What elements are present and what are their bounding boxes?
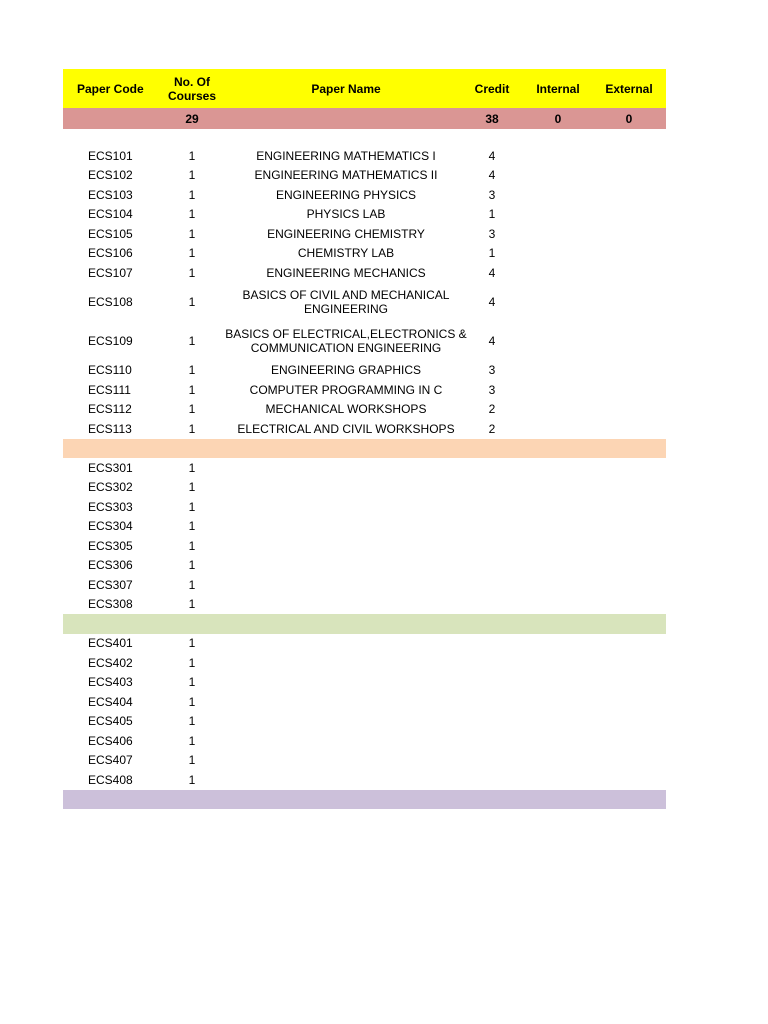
course-count-cell: 1	[188, 168, 196, 183]
paper-code-cell: ECS405	[88, 714, 133, 729]
paper-name-cell: PHYSICS LAB	[306, 207, 386, 222]
course-count-cell: 1	[188, 148, 196, 163]
credit-cell: 4	[488, 168, 496, 183]
header-external: External	[605, 81, 653, 96]
paper-name-cell: ELECTRICAL AND CIVIL WORKSHOPS	[237, 421, 455, 436]
course-count-cell: 1	[188, 597, 196, 612]
course-count-cell: 1	[188, 421, 196, 436]
course-count-cell: 1	[188, 519, 196, 534]
table-row	[63, 185, 666, 205]
table-row	[63, 653, 666, 673]
course-count-cell: 1	[188, 772, 196, 787]
course-count-cell: 1	[188, 675, 196, 690]
table-row	[63, 497, 666, 517]
paper-code-cell: ECS403	[88, 675, 133, 690]
group-semester-3	[63, 458, 666, 614]
course-count-cell: 1	[188, 714, 196, 729]
totals-row	[63, 108, 666, 129]
table-row	[63, 517, 666, 537]
course-count-cell: 1	[188, 577, 196, 592]
paper-name-cell: MECHANICAL WORKSHOPS	[265, 402, 427, 417]
paper-name-cell: ENGINEERING GRAPHICS	[270, 363, 422, 378]
total-credit: 38	[485, 111, 499, 126]
paper-name-cell: ENGINEERING MATHEMATICS II	[254, 168, 438, 183]
paper-name-cell: ENGINEERING PHYSICS	[275, 187, 417, 202]
credit-cell: 2	[488, 421, 496, 436]
paper-name-cell: BASICS OF CIVIL AND MECHANICAL ENGINEERING	[242, 288, 450, 316]
paper-code-cell: ECS308	[88, 597, 133, 612]
header-no-of-courses-text: No. Of Courses	[167, 74, 217, 103]
table-row	[63, 556, 666, 576]
credit-cell: 4	[488, 265, 496, 280]
table-row	[63, 380, 666, 400]
paper-name-cell: ENGINEERING MATHEMATICS I	[256, 148, 436, 163]
course-count-cell: 1	[188, 265, 196, 280]
table-row	[63, 205, 666, 225]
credit-cell: 3	[488, 382, 496, 397]
paper-code-cell: ECS301	[88, 460, 133, 475]
table-row	[63, 322, 666, 361]
paper-code-cell: ECS303	[88, 499, 133, 514]
table-row	[63, 458, 666, 478]
table-row	[63, 478, 666, 498]
table-row	[63, 575, 666, 595]
course-count-cell: 1	[188, 694, 196, 709]
credit-cell: 3	[488, 226, 496, 241]
header-no-of-courses	[159, 69, 225, 108]
paper-code-cell: ECS112	[88, 402, 132, 417]
table-row	[63, 536, 666, 556]
paper-code-cell: ECS408	[88, 772, 133, 787]
paper-code-cell: ECS103	[88, 187, 133, 202]
paper-code-cell: ECS401	[88, 636, 133, 651]
paper-code-cell: ECS304	[88, 519, 133, 534]
course-count-cell: 1	[188, 655, 196, 670]
table-row	[63, 263, 666, 283]
blank-row	[63, 129, 666, 146]
header-internal: Internal	[536, 81, 580, 96]
paper-code-cell: ECS108	[88, 295, 133, 309]
paper-code-cell: ECS307	[88, 577, 133, 592]
course-count-cell: 1	[188, 246, 196, 261]
paper-code-cell: ECS113	[88, 421, 132, 436]
table-row	[63, 244, 666, 264]
paper-code-cell: ECS306	[88, 558, 133, 573]
course-count-cell: 1	[188, 363, 196, 378]
separator-band-purple	[63, 790, 666, 810]
paper-name-cell: BASICS OF ELECTRICAL,ELECTRONICS & COMMUNICATION ENGINEERING	[225, 327, 467, 355]
table-row	[63, 634, 666, 654]
course-count-cell: 1	[188, 538, 196, 553]
table-row	[63, 146, 666, 166]
paper-code-cell: ECS110	[88, 363, 132, 378]
header-paper-name: Paper Name	[311, 81, 381, 96]
credit-cell: 3	[488, 363, 496, 378]
separator-band-green	[63, 614, 666, 634]
table-row	[63, 731, 666, 751]
course-count-cell: 1	[188, 334, 196, 348]
paper-code-cell: ECS101	[88, 148, 133, 163]
paper-code-cell: ECS402	[88, 655, 133, 670]
course-count-cell: 1	[188, 558, 196, 573]
paper-code-cell: ECS111	[88, 382, 131, 397]
credit-cell: 4	[488, 334, 496, 348]
paper-code-cell: ECS104	[88, 207, 133, 222]
paper-code-cell: ECS107	[88, 265, 133, 280]
header-paper-code: Paper Code	[77, 81, 144, 96]
header-row	[63, 69, 666, 108]
paper-code-cell: ECS404	[88, 694, 133, 709]
course-count-cell: 1	[188, 733, 196, 748]
group-semester-4	[63, 634, 666, 790]
course-count-cell: 1	[188, 402, 196, 417]
course-count-cell: 1	[188, 460, 196, 475]
paper-code-cell: ECS109	[88, 334, 133, 348]
course-count-cell: 1	[188, 382, 196, 397]
paper-code-cell: ECS106	[88, 246, 133, 261]
course-count-cell: 1	[188, 480, 196, 495]
paper-code-cell: ECS302	[88, 480, 133, 495]
paper-name-cell: ENGINEERING MECHANICS	[266, 265, 426, 280]
table-row	[63, 595, 666, 615]
separator-band-peach	[63, 439, 666, 459]
total-courses: 29	[185, 111, 199, 126]
course-table	[63, 69, 666, 809]
course-count-cell: 1	[188, 636, 196, 651]
group-semester-1	[63, 146, 666, 439]
credit-cell: 1	[488, 207, 496, 222]
credit-cell: 1	[488, 246, 496, 261]
table-row	[63, 673, 666, 693]
course-count-cell: 1	[188, 295, 196, 309]
total-external: 0	[625, 111, 633, 126]
table-row	[63, 692, 666, 712]
table-row	[63, 419, 666, 439]
table-row	[63, 712, 666, 732]
course-count-cell: 1	[188, 753, 196, 768]
table-row	[63, 751, 666, 771]
paper-name-cell: CHEMISTRY LAB	[297, 246, 395, 261]
credit-cell: 4	[488, 295, 496, 309]
paper-code-cell: ECS102	[88, 168, 133, 183]
course-count-cell: 1	[188, 187, 196, 202]
credit-cell: 2	[488, 402, 496, 417]
paper-code-cell: ECS407	[88, 753, 133, 768]
paper-name-cell: ENGINEERING CHEMISTRY	[267, 226, 425, 241]
table-row	[63, 400, 666, 420]
header-credit: Credit	[474, 81, 510, 96]
credit-cell: 4	[488, 148, 496, 163]
credit-cell: 3	[488, 187, 496, 202]
paper-code-cell: ECS406	[88, 733, 133, 748]
table-row	[63, 283, 666, 322]
course-count-cell: 1	[188, 499, 196, 514]
course-count-cell: 1	[188, 207, 196, 222]
table-row	[63, 166, 666, 186]
table-row	[63, 224, 666, 244]
total-internal: 0	[554, 111, 562, 126]
table-row	[63, 770, 666, 790]
paper-name-cell: COMPUTER PROGRAMMING IN C	[249, 382, 443, 397]
paper-code-cell: ECS305	[88, 538, 133, 553]
table-row	[63, 361, 666, 381]
course-count-cell: 1	[188, 226, 196, 241]
paper-code-cell: ECS105	[88, 226, 133, 241]
